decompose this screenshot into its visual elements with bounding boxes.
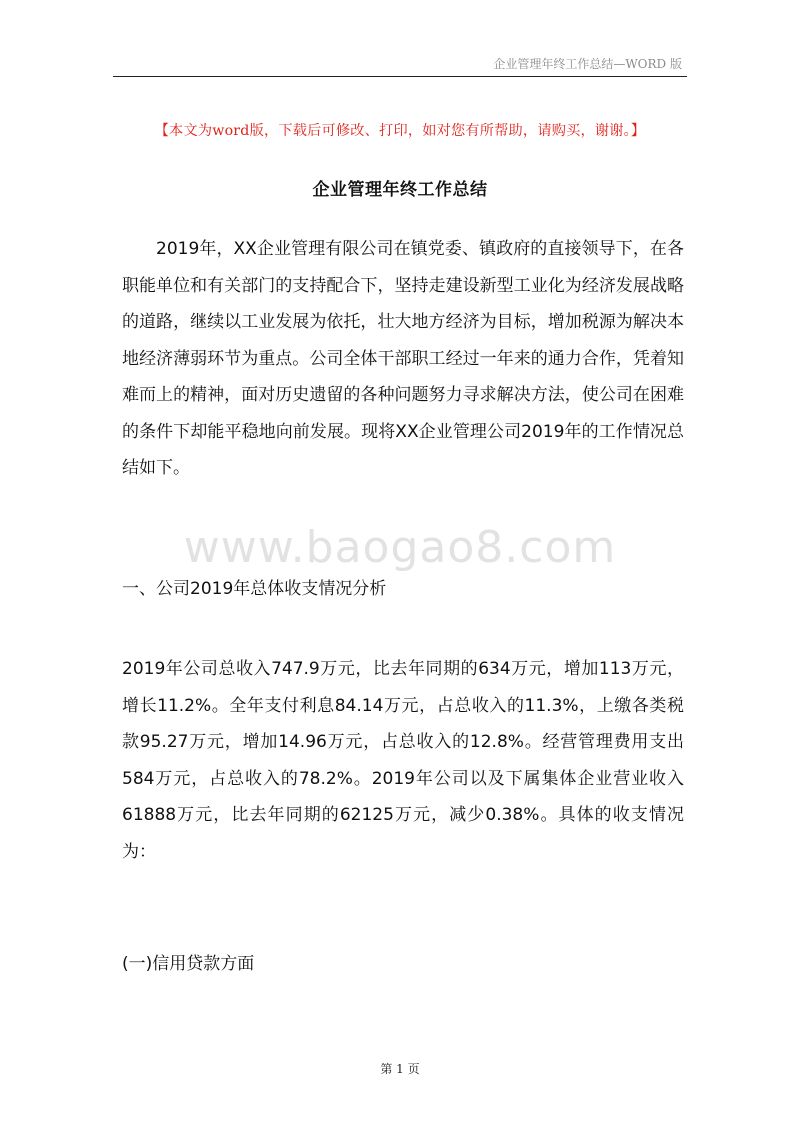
subsection-heading: (一)信用贷款方面 [122,954,255,974]
document-title: 企业管理年终工作总结 [312,180,488,200]
watermark: www.baogao8.com [183,522,617,573]
income-expense-paragraph: 2019年公司总收入747.9万元，比去年同期的634万元，增加113万元，增长11.2%。全年支付利息84.14万元，占总收入的11.3%，上缴各类税款95.27万元，增加14.96万元，占总收入的12.8%。经营管理费用支出584万元，占总收入的78.2%。2019年公司以及下属集体企业营业收入61888万元，比去年同期的62125万元，减少0.38%。具体的收支情况为： [122,659,684,862]
section-heading: 一、公司2019年总体收支情况分析 [122,579,387,599]
running-header: 企业管理年终工作总结—WORD 版 [493,57,682,71]
intro-paragraph: 2019年，XX企业管理有限公司在镇党委、镇政府的直接领导下，在各职能单位和有关部门的支持配合下，坚持走建设新型工业化为经济发展战略的道路，继续以工业发展为依托，壮大地方经济为目标，增加税源为解决本地经济薄弱环节为重点。公司全体干部职工经过一年来的通力合作，凭着知难而上的精神，面对历史遗留的各种问题努力寻求解决方法，使公司在困难的条件下却能平稳地向前发展。现将XX企业管理公司2019年的工作情况总结如下。 [122,239,684,478]
purchase-notice: 【本文为word版，下载后可修改、打印，如对您有所帮助，请购买，谢谢。】 [154,123,646,139]
page-number: 第 1 页 [380,1062,420,1076]
header-divider [113,76,687,77]
